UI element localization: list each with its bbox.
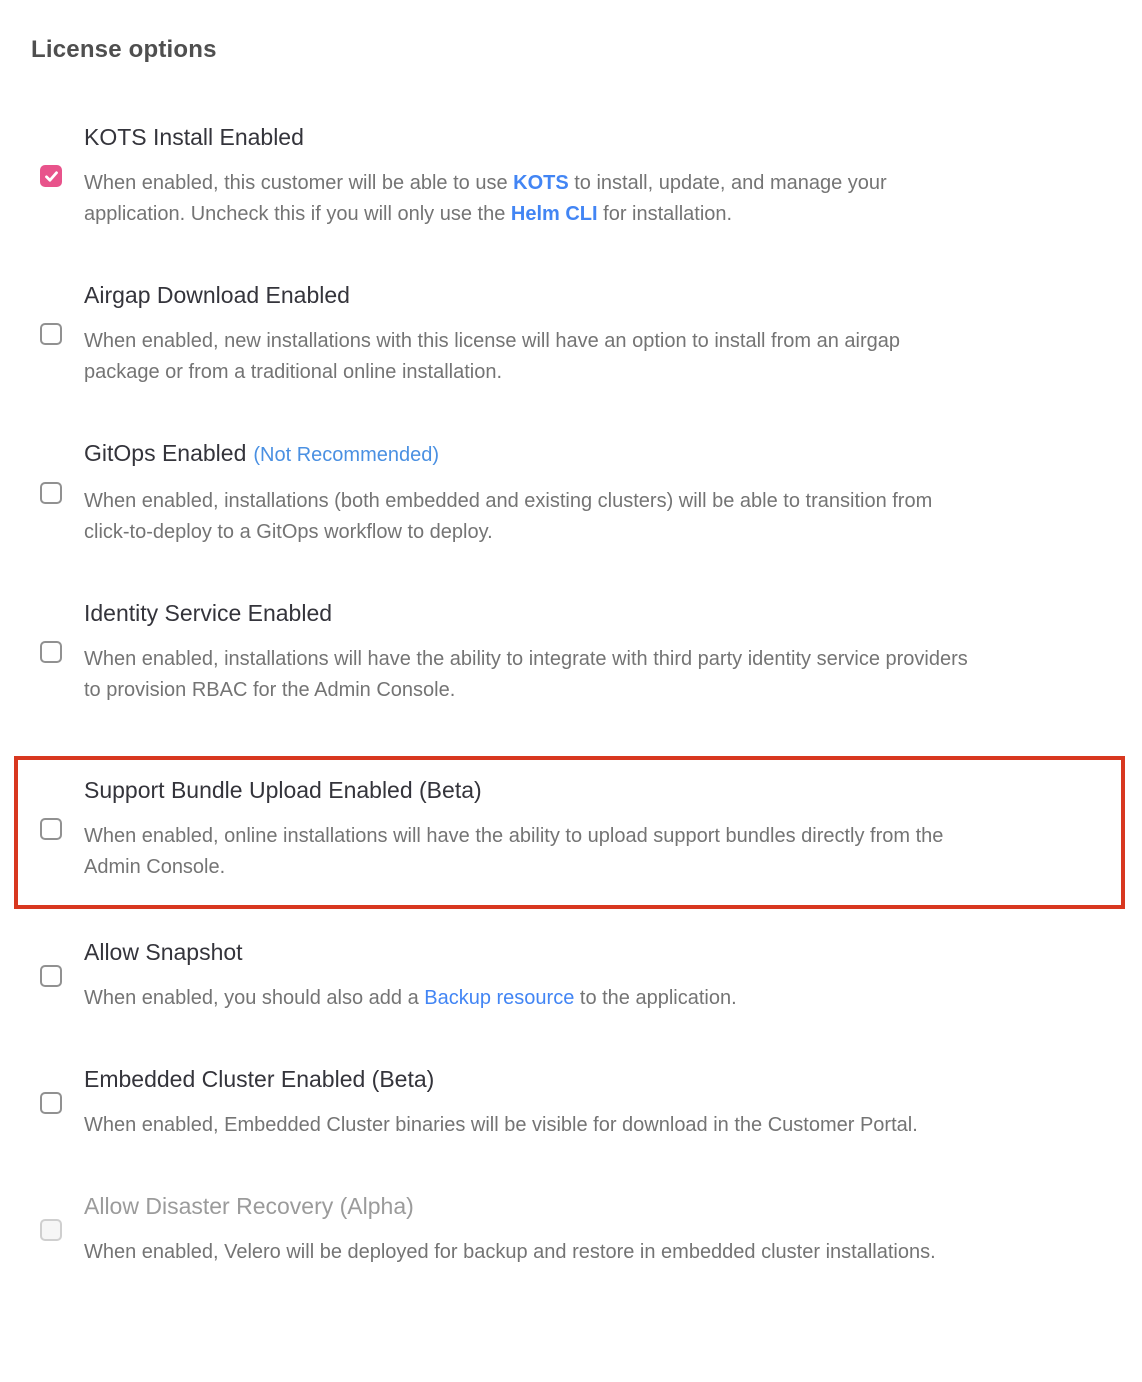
link-backup-resource[interactable]: Backup resource	[424, 987, 575, 1009]
option-description-airgap-download	[84, 326, 979, 388]
link-helm-cli[interactable]: Helm CLI	[510, 203, 598, 225]
option-text	[84, 775, 1121, 883]
option-description-allow-snapshot	[84, 983, 979, 1014]
description-text: When enabled, new installations with this license will have an option to install from an airgap package or from a traditional online installation.	[84, 330, 901, 383]
option-description-gitops	[84, 486, 979, 548]
checkbox-column	[0, 598, 84, 706]
checkbox-column	[18, 775, 84, 883]
checkbox-column	[0, 937, 84, 1014]
option-text	[84, 122, 1142, 230]
checkbox-gitops[interactable]	[40, 482, 62, 504]
checkbox-column	[0, 280, 84, 388]
description-text: to the application.	[574, 987, 737, 1009]
checkbox-support-bundle-upload[interactable]	[40, 818, 62, 840]
option-title-text: Support Bundle Upload Enabled (Beta)	[84, 777, 482, 803]
option-title-text: Embedded Cluster Enabled (Beta)	[84, 1066, 435, 1092]
option-title-text: GitOps Enabled	[84, 440, 247, 466]
checkbox-allow-disaster-recovery	[40, 1219, 62, 1241]
option-description-identity-service	[84, 644, 979, 706]
checkbox-column	[0, 438, 84, 548]
option-title-suffix: (Not Recommended)	[253, 444, 439, 466]
option-title-text: Airgap Download Enabled	[84, 282, 350, 308]
description-text: for installation.	[597, 203, 733, 225]
check-icon	[44, 169, 59, 184]
option-allow-snapshot	[0, 937, 1142, 1014]
option-title-kots-install	[84, 122, 1142, 152]
description-text: to install, update, and manage your application. Uncheck this if you will only use the	[84, 172, 887, 225]
options-list	[0, 122, 1142, 1268]
link-kots[interactable]: KOTS	[513, 172, 569, 194]
option-gitops	[0, 438, 1142, 548]
option-text	[84, 438, 1142, 548]
option-description-support-bundle-upload	[84, 821, 979, 883]
option-title-identity-service	[84, 598, 1142, 628]
option-airgap-download	[0, 280, 1142, 388]
option-kots-install	[0, 122, 1142, 230]
option-text	[84, 1064, 1142, 1141]
option-identity-service	[0, 598, 1142, 706]
option-text	[84, 1191, 1142, 1268]
checkbox-column	[0, 122, 84, 230]
option-title-airgap-download	[84, 280, 1142, 310]
checkbox-column	[0, 1191, 84, 1268]
option-support-bundle-upload	[18, 775, 1121, 883]
option-text	[84, 598, 1142, 706]
checkbox-column	[0, 1064, 84, 1141]
option-allow-disaster-recovery	[0, 1191, 1142, 1268]
checkbox-identity-service[interactable]	[40, 641, 62, 663]
option-title-text: Allow Snapshot	[84, 939, 243, 965]
description-text: When enabled, Embedded Cluster binaries will be visible for download in the Customer Portal.	[84, 1114, 918, 1136]
option-title-text: Allow Disaster Recovery (Alpha)	[84, 1193, 414, 1219]
option-title-text: Identity Service Enabled	[84, 600, 333, 626]
description-text: When enabled, Velero will be deployed for backup and restore in embedded cluster installations.	[84, 1241, 936, 1263]
option-title-text: KOTS Install Enabled	[84, 124, 304, 150]
page-title: License options	[31, 36, 217, 63]
checkbox-airgap-download[interactable]	[40, 323, 62, 345]
description-text: When enabled, this customer will be able to use	[84, 172, 514, 194]
highlight-annotation	[14, 756, 1125, 909]
checkbox-kots-install[interactable]	[40, 165, 62, 187]
option-title-gitops	[84, 438, 1142, 470]
checkbox-embedded-cluster[interactable]	[40, 1092, 62, 1114]
option-title-allow-disaster-recovery	[84, 1191, 1142, 1221]
option-title-embedded-cluster	[84, 1064, 1142, 1094]
description-text: When enabled, you should also add a	[84, 987, 425, 1009]
option-description-embedded-cluster	[84, 1110, 979, 1141]
option-title-allow-snapshot	[84, 937, 1142, 967]
option-text	[84, 280, 1142, 388]
description-text: When enabled, online installations will have the ability to upload support bundles directly from the Admin Console.	[84, 825, 944, 878]
description-text: When enabled, installations will have the ability to integrate with third party identity service providers to provision RBAC for the Admin Console.	[84, 648, 968, 701]
option-embedded-cluster	[0, 1064, 1142, 1141]
option-description-allow-disaster-recovery	[84, 1237, 979, 1268]
checkbox-allow-snapshot[interactable]	[40, 965, 62, 987]
option-title-support-bundle-upload	[84, 775, 1121, 805]
description-text: When enabled, installations (both embedded and existing clusters) will be able to transition from click-to-deploy to a GitOps workflow to deploy.	[84, 490, 933, 543]
option-text	[84, 937, 1142, 1014]
option-description-kots-install	[84, 168, 979, 230]
